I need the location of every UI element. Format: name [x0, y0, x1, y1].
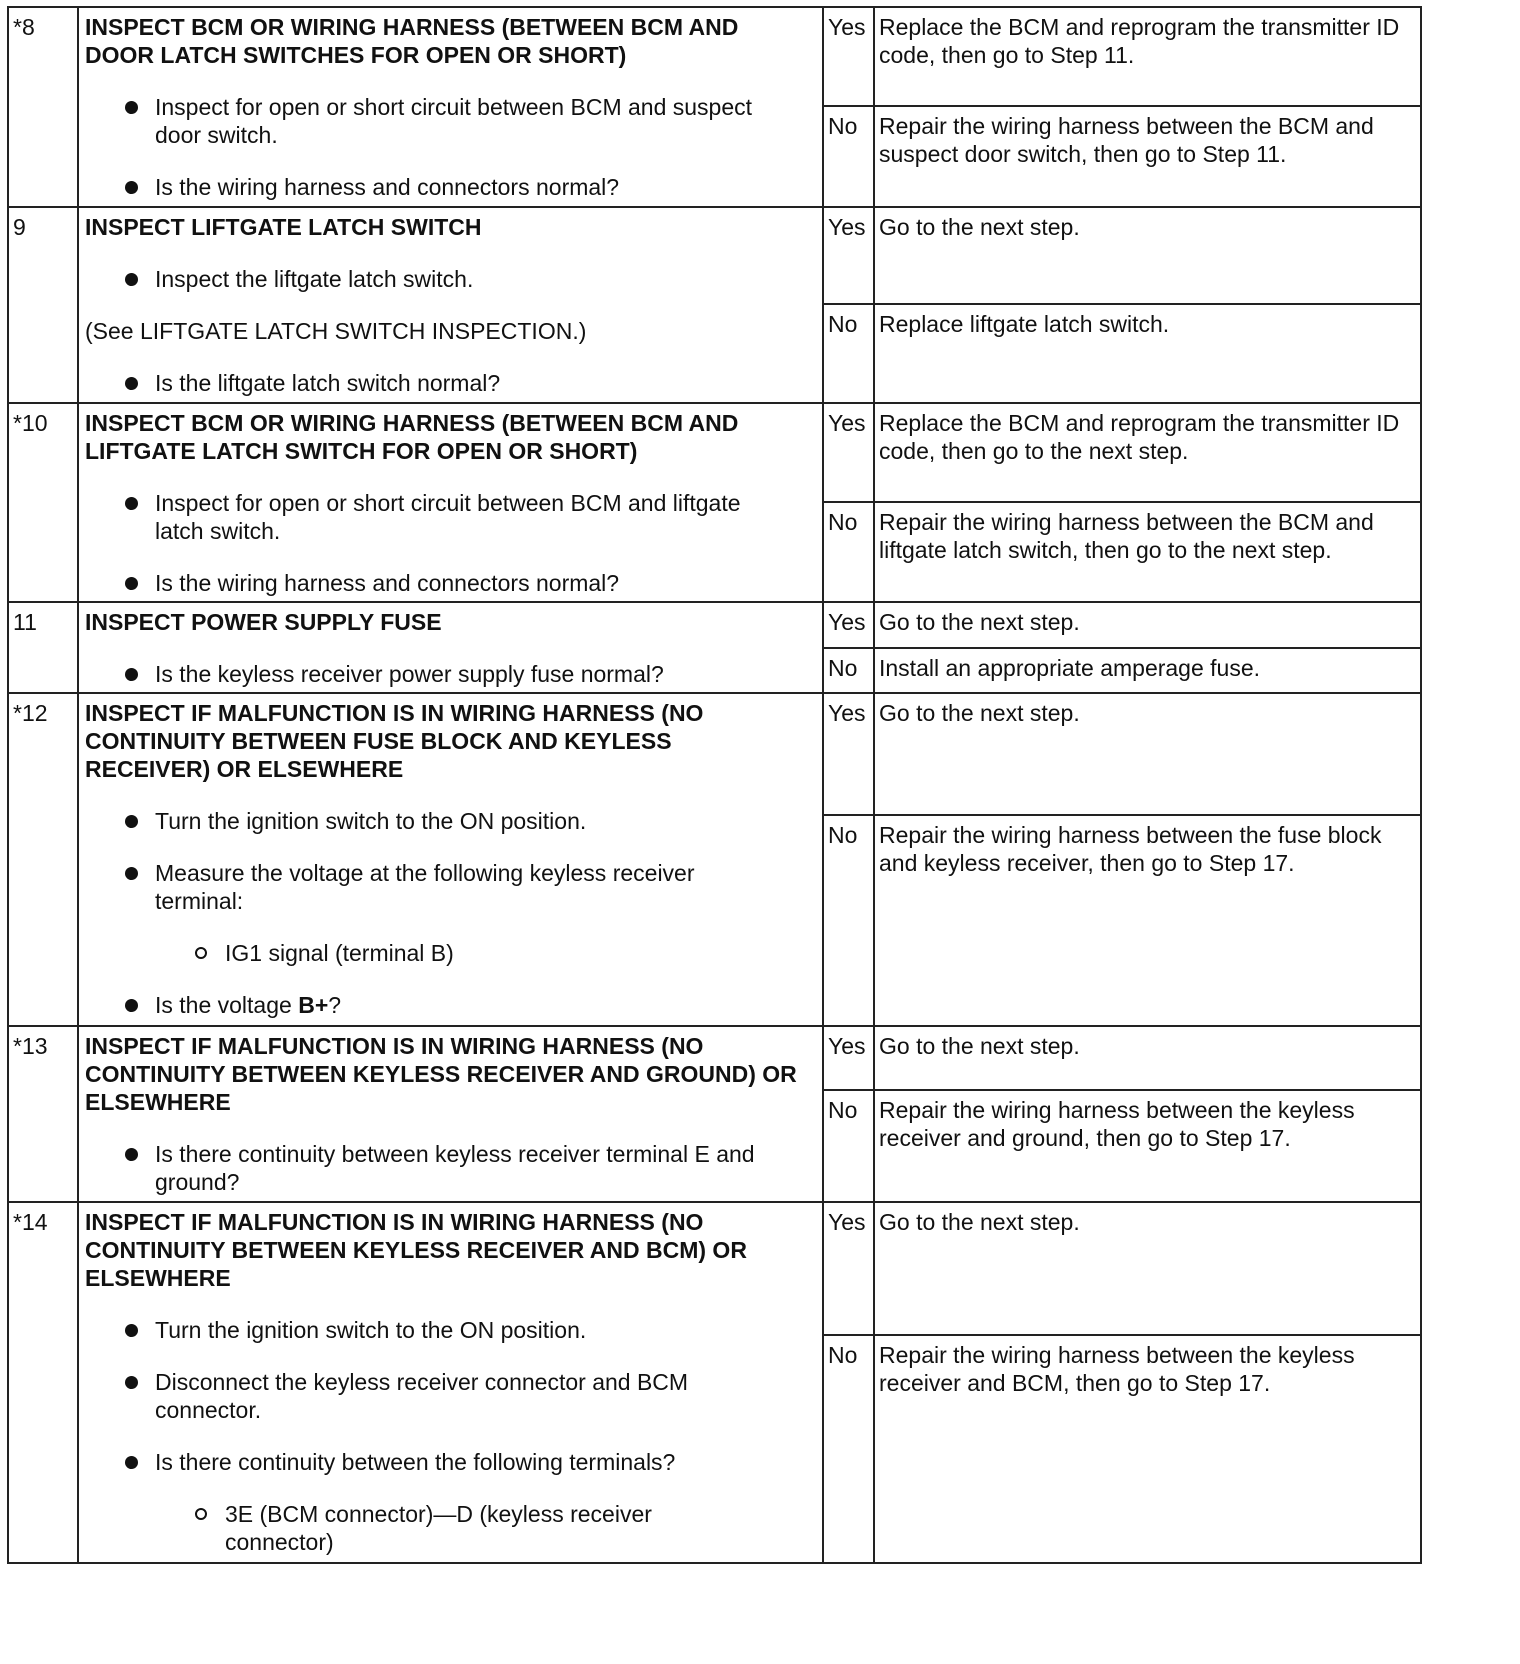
check-instruction: connector. — [155, 1397, 262, 1423]
no-label: No — [828, 655, 858, 681]
step-title: INSPECT BCM OR WIRING HARNESS (BETWEEN BCM AND — [85, 410, 739, 436]
yes-label: Yes — [828, 1209, 866, 1235]
step-title: RECEIVER) OR ELSEWHERE — [85, 756, 404, 782]
column-line-1 — [77, 6, 79, 1564]
step-title: INSPECT POWER SUPPLY FUSE — [85, 609, 442, 635]
check-instruction: Is the wiring harness and connectors normal? — [155, 174, 620, 200]
yes-action: Go to the next step. — [879, 1033, 1080, 1059]
yes-label: Yes — [828, 410, 866, 436]
check-instruction: Is there continuity between the following terminals? — [155, 1449, 676, 1475]
check-instruction: ground? — [155, 1169, 240, 1195]
yes-no-separator — [822, 814, 1422, 816]
sub-bullet-icon — [195, 947, 207, 959]
yes-action: Go to the next step. — [879, 214, 1080, 240]
yes-no-separator — [822, 501, 1422, 503]
no-action: Repair the wiring harness between the BCM and — [879, 113, 1374, 139]
check-instruction: Turn the ignition switch to the ON position. — [155, 808, 587, 834]
check-instruction: Measure the voltage at the following keyless receiver — [155, 860, 695, 886]
bullet-icon — [125, 273, 138, 286]
check-instruction: Is the keyless receiver power supply fuse normal? — [155, 661, 664, 687]
sub-bullet-icon — [195, 1508, 207, 1520]
step-title: INSPECT IF MALFUNCTION IS IN WIRING HARNESS (NO — [85, 1209, 704, 1235]
step-number: 11 — [13, 609, 37, 635]
step-title: ELSEWHERE — [85, 1089, 231, 1115]
bullet-icon — [125, 815, 138, 828]
step-title: INSPECT IF MALFUNCTION IS IN WIRING HARNESS (NO — [85, 1033, 704, 1059]
no-action: Repair the wiring harness between the keyless — [879, 1342, 1355, 1368]
no-action: Install an appropriate amperage fuse. — [879, 655, 1261, 681]
bullet-icon — [125, 1148, 138, 1161]
step-number: *12 — [13, 700, 48, 726]
no-action: receiver and ground, then go to Step 17. — [879, 1125, 1291, 1151]
row-separator — [7, 206, 1422, 208]
no-action: receiver and BCM, then go to Step 17. — [879, 1370, 1271, 1396]
step-title: INSPECT LIFTGATE LATCH SWITCH — [85, 214, 482, 240]
bullet-icon — [125, 1456, 138, 1469]
check-instruction: Turn the ignition switch to the ON position. — [155, 1317, 587, 1343]
bullet-icon — [125, 377, 138, 390]
yes-action: code, then go to the next step. — [879, 438, 1189, 464]
yes-no-separator — [822, 303, 1422, 305]
row-separator — [7, 1201, 1422, 1203]
check-instruction: connector) — [225, 1529, 334, 1555]
check-instruction: latch switch. — [155, 518, 281, 544]
step-number: 9 — [13, 214, 26, 240]
table-border-top — [7, 6, 1422, 8]
table-border-bottom — [7, 1562, 1422, 1564]
step-number: *14 — [13, 1209, 48, 1235]
column-line-0 — [7, 6, 9, 1564]
row-separator — [7, 1025, 1422, 1027]
yes-label: Yes — [828, 700, 866, 726]
no-action: Repair the wiring harness between the keyless — [879, 1097, 1355, 1123]
diagnostic-procedure-table — [7, 6, 1513, 1658]
step-title: CONTINUITY BETWEEN KEYLESS RECEIVER AND GROUND) OR — [85, 1061, 797, 1087]
check-instruction: Inspect for open or short circuit between BCM and suspect — [155, 94, 753, 120]
no-label: No — [828, 311, 858, 337]
yes-label: Yes — [828, 609, 866, 635]
no-label: No — [828, 509, 858, 535]
yes-action: Go to the next step. — [879, 1209, 1080, 1235]
check-instruction: Is there continuity between keyless receiver terminal E and — [155, 1141, 755, 1167]
emphasis-tail: ? — [328, 992, 342, 1018]
yes-label: Yes — [828, 214, 866, 240]
step-title: INSPECT IF MALFUNCTION IS IN WIRING HARNESS (NO — [85, 700, 704, 726]
bullet-icon — [125, 999, 138, 1012]
row-separator — [7, 601, 1422, 603]
table-grid — [7, 6, 1513, 1658]
row-separator — [7, 692, 1422, 694]
yes-action: Replace the BCM and reprogram the transmitter ID — [879, 14, 1400, 40]
yes-no-separator — [822, 647, 1422, 649]
no-action: Replace liftgate latch switch. — [879, 311, 1170, 337]
no-action: suspect door switch, then go to Step 11. — [879, 141, 1287, 167]
no-label: No — [828, 1342, 858, 1368]
step-number: *13 — [13, 1033, 48, 1059]
step-title: CONTINUITY BETWEEN KEYLESS RECEIVER AND BCM) OR — [85, 1237, 747, 1263]
check-instruction: (See LIFTGATE LATCH SWITCH INSPECTION.) — [85, 318, 587, 344]
bullet-icon — [125, 101, 138, 114]
step-number: *8 — [13, 14, 35, 40]
yes-action: code, then go to Step 11. — [879, 42, 1135, 68]
step-number: *10 — [13, 410, 48, 436]
bullet-icon — [125, 1324, 138, 1337]
yes-action: Go to the next step. — [879, 700, 1080, 726]
bullet-icon — [125, 1376, 138, 1389]
yes-no-separator — [822, 1089, 1422, 1091]
yes-no-separator — [822, 1334, 1422, 1336]
no-action: and keyless receiver, then go to Step 17. — [879, 850, 1295, 876]
step-title: ELSEWHERE — [85, 1265, 231, 1291]
column-line-3 — [873, 6, 875, 1564]
bullet-icon — [125, 181, 138, 194]
step-title: CONTINUITY BETWEEN FUSE BLOCK AND KEYLESS — [85, 728, 672, 754]
no-action: Repair the wiring harness between the fuse block — [879, 822, 1382, 848]
no-action: Repair the wiring harness between the BCM and — [879, 509, 1374, 535]
step-title: LIFTGATE LATCH SWITCH FOR OPEN OR SHORT) — [85, 438, 638, 464]
row-separator — [7, 402, 1422, 404]
yes-action: Replace the BCM and reprogram the transmitter ID — [879, 410, 1400, 436]
no-action: liftgate latch switch, then go to the next step. — [879, 537, 1332, 563]
yes-label: Yes — [828, 14, 866, 40]
check-instruction: Inspect for open or short circuit between BCM and liftgate — [155, 490, 741, 516]
no-label: No — [828, 1097, 858, 1123]
yes-label: Yes — [828, 1033, 866, 1059]
bullet-icon — [125, 497, 138, 510]
yes-no-separator — [822, 105, 1422, 107]
check-instruction: Inspect the liftgate latch switch. — [155, 266, 474, 292]
check-instruction: IG1 signal (terminal B) — [225, 940, 454, 966]
yes-action: Go to the next step. — [879, 609, 1080, 635]
column-line-2 — [822, 6, 824, 1564]
check-instruction: Is the wiring harness and connectors normal? — [155, 570, 620, 596]
check-instruction: terminal: — [155, 888, 244, 914]
check-instruction: Disconnect the keyless receiver connector and BCM — [155, 1369, 689, 1395]
bullet-icon — [125, 867, 138, 880]
no-label: No — [828, 113, 858, 139]
column-line-4 — [1420, 6, 1422, 1564]
bullet-icon — [125, 577, 138, 590]
step-title: DOOR LATCH SWITCHES FOR OPEN OR SHORT) — [85, 42, 627, 68]
check-instruction: Is the liftgate latch switch normal? — [155, 370, 501, 396]
emphasis: B+ — [298, 992, 329, 1018]
check-instruction: 3E (BCM connector)—D (keyless receiver — [225, 1501, 652, 1527]
step-title: INSPECT BCM OR WIRING HARNESS (BETWEEN BCM AND — [85, 14, 739, 40]
bullet-icon — [125, 668, 138, 681]
no-label: No — [828, 822, 858, 848]
check-instruction: Is the voltage B+? — [155, 992, 342, 1018]
check-instruction: door switch. — [155, 122, 278, 148]
